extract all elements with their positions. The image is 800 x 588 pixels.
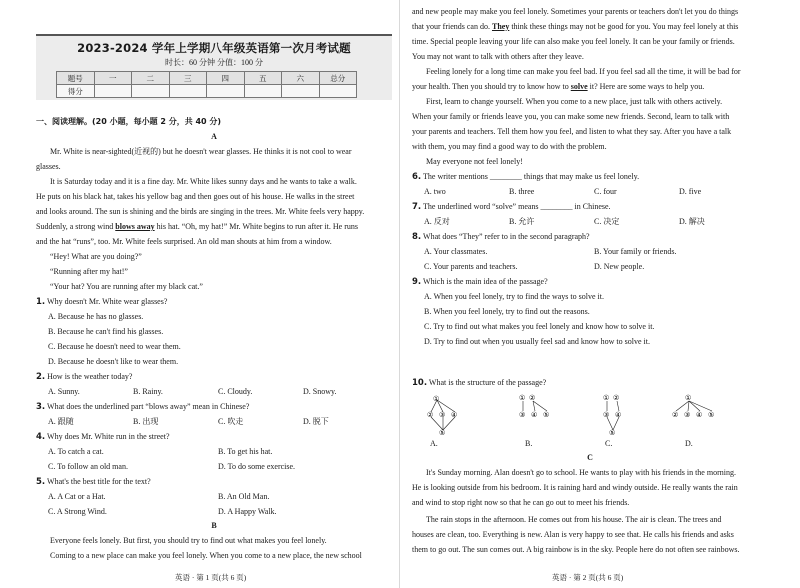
underlined-word: solve	[570, 82, 588, 91]
option: A. To catch a cat.	[48, 447, 104, 456]
passage-b-line	[412, 82, 704, 92]
score-header-cell: 二	[132, 72, 170, 85]
question-number: 6.	[412, 172, 422, 182]
question-number: 10.	[412, 378, 428, 388]
option: B. Because he can't find his glasses.	[48, 327, 164, 336]
underlined-word: They	[491, 22, 510, 31]
passage-a-line: and the hat “runs”, too. Mr. White feels surprised. An old man shouts at him from a window.	[36, 237, 332, 246]
question-number: 9.	[412, 277, 422, 287]
passage-c-line: houses are clean, too. Everything is new. Alan is very happy to see that. He calls his friends and asks	[412, 530, 734, 539]
question-number: 1.	[36, 297, 46, 307]
question-number: 4.	[36, 432, 46, 442]
structure-diagram-b	[508, 393, 578, 448]
question-number: 8.	[412, 232, 422, 242]
option: B. 允许	[509, 217, 535, 226]
option: C. A Strong Wind.	[48, 507, 107, 516]
structure-tree-c	[592, 393, 662, 448]
passage-a-line: glasses.	[36, 162, 61, 171]
option: C. Because he doesn't need to wear them.	[48, 342, 181, 351]
passage-a-line: It is Saturday today and it is a fine day. Mr. White likes sunny days and he wants to take a walk.	[50, 177, 357, 186]
option: D. five	[679, 187, 702, 196]
question-number: 7.	[412, 202, 422, 212]
option: D.	[685, 439, 693, 448]
text-run: his hat. “Oh, my hat!” Mr. White begins to run after it. He runs	[154, 222, 358, 231]
tree-node: ①	[519, 394, 526, 402]
question	[36, 432, 170, 442]
option: C. Try to find out what makes you feel lonely and know how to solve it.	[424, 322, 655, 331]
question-text: The writer mentions ________ things that may make us feel lonely.	[423, 172, 640, 181]
tree-node: ③	[439, 411, 446, 419]
option: A. 跟随	[48, 417, 74, 426]
score-cell	[207, 85, 245, 98]
passage-a-label: A	[211, 132, 217, 141]
tree-node: ④	[696, 411, 703, 419]
passage-c-line: them to go out. The sun comes out. A big rainbow is in the sky. People here do not often see rainbows.	[412, 545, 740, 554]
option: A.	[430, 439, 438, 448]
tree-node: ②	[529, 394, 536, 402]
option: A. When you feel lonely, try to find the ways to solve it.	[424, 292, 604, 301]
passage-b-line: and new people may make you feel lonely. Sometimes your parents or teachers don't let you do things	[412, 7, 739, 16]
tree-node: ④	[531, 411, 538, 419]
tree-edge	[676, 401, 689, 411]
underlined-phrase: blows away	[115, 222, 155, 231]
option: D. To do some exercise.	[218, 462, 296, 471]
question-text: Why doesn't Mr. White wear glasses?	[47, 297, 168, 306]
passage-a-line: He puts on his black hat, takes his yellow bag and then goes out of his house. He walks in the street	[36, 192, 355, 201]
tree-edge	[617, 401, 619, 411]
tree-node: ①	[603, 394, 610, 402]
question-text: How is the weather today?	[47, 372, 133, 381]
dialog-line: “Running after my hat!”	[50, 267, 128, 276]
question	[36, 477, 151, 487]
option: B.	[525, 439, 533, 448]
question	[412, 202, 611, 212]
score-cell	[244, 85, 282, 98]
score-header-cell: 五	[244, 72, 282, 85]
tree-node: ②	[672, 411, 679, 419]
tree-node: ④	[451, 411, 458, 419]
option: A. 反对	[424, 217, 450, 226]
tree-node: ⑤	[439, 429, 446, 437]
structure-tree-b	[508, 393, 578, 448]
passage-c-line: It's Sunday morning. Alan doesn't go to school. He wants to play with his friends in the morning.	[426, 468, 736, 477]
tree-node: ⑤	[609, 429, 616, 437]
question	[412, 378, 546, 388]
option: D. New people.	[594, 262, 645, 271]
option: C.	[605, 439, 613, 448]
score-row-label: 得分	[57, 85, 95, 98]
passage-a-line: Mr. White is near-sighted(近视的) but he doesn't wear glasses. He thinks it is not cool to wear	[50, 147, 352, 156]
question-text: What is the structure of the passage?	[428, 378, 547, 387]
passage-c-line: He is looking outside from his bedroom. It is raining hard and windy outside. He really wants the rain	[412, 483, 738, 492]
option: D. Snowy.	[303, 387, 337, 396]
question-text: The underlined word “solve” means ________ in Chinese.	[423, 202, 611, 211]
option: D. A Happy Walk.	[218, 507, 277, 516]
section-title: 一、阅读理解。(20 小题，每小题 2 分，共 40 分)	[36, 117, 222, 126]
question-text: What does the underlined part “blows away” mean in Chinese?	[47, 402, 250, 411]
question-number: 2.	[36, 372, 46, 382]
option: C. four	[594, 187, 617, 196]
tree-edge	[689, 401, 712, 411]
passage-b-line: your parents and teachers. Tell them how you feel, and listen to what they say. After you have a talk	[412, 127, 732, 136]
question	[412, 277, 548, 287]
tree-node: ③	[684, 411, 691, 419]
exam-header	[36, 34, 392, 100]
score-header-cell: 总分	[319, 72, 357, 85]
option: C. Cloudy.	[218, 387, 253, 396]
score-header-cell: 一	[94, 72, 132, 85]
question	[412, 232, 590, 242]
score-header-cell: 六	[282, 72, 320, 85]
question-text: What does “They” refer to in the second paragraph?	[423, 232, 590, 241]
tree-node: ①	[685, 394, 692, 402]
text-run: think these things may not be good for you. You may feel lonely at this	[509, 22, 739, 31]
score-header-cell: 四	[207, 72, 245, 85]
score-header-cell: 三	[169, 72, 207, 85]
tree-edge	[688, 401, 689, 411]
dialog-line: “Hey! What are you doing?”	[50, 252, 142, 261]
option: C. 吹走	[218, 417, 244, 426]
option: B. To get his hat.	[218, 447, 273, 456]
dialog-line: “Your hat? You are running after my black cat.”	[50, 282, 203, 291]
score-cell	[282, 85, 320, 98]
passage-c-line: The rain stops in the afternoon. He comes out from his house. The air is clean. The trees and	[426, 515, 722, 524]
score-cell	[169, 85, 207, 98]
option: D. 解决	[679, 217, 705, 226]
option: B. Your family or friends.	[594, 247, 677, 256]
right-page	[400, 0, 800, 588]
option: D. Try to find out when you usually feel sad and know how to solve it.	[424, 337, 650, 346]
question-number: 5.	[36, 477, 46, 487]
tree-node: ②	[427, 411, 434, 419]
tree-edge	[689, 401, 700, 411]
score-header-cell: 题号	[57, 72, 95, 85]
passage-b-line: Everyone feels lonely. But first, you should try to find out what makes you feel lonely.	[50, 536, 327, 545]
score-cell	[132, 85, 170, 98]
structure-tree-d	[665, 393, 735, 448]
tree-node: ③	[603, 411, 610, 419]
tree-node: ④	[615, 411, 622, 419]
structure-diagram-d	[665, 393, 735, 448]
passage-b-line: First, learn to change yourself. When you come to a new place, just talk with others actively.	[426, 97, 723, 106]
score-table	[56, 71, 357, 98]
structure-diagram-c	[592, 393, 662, 448]
question-number: 3.	[36, 402, 46, 412]
exam-title: 2023-2024 学年上学期八年级英语第一次月考试题	[77, 41, 351, 55]
tree-node: ③	[519, 411, 526, 419]
option: A. Sunny.	[48, 387, 80, 396]
option: B. When you feel lonely, try to find out the reasons.	[424, 307, 590, 316]
option: B. three	[509, 187, 535, 196]
text-run: your health. Then you should try to know how to	[412, 82, 571, 91]
question	[36, 297, 167, 307]
option: D. 脱下	[303, 417, 329, 426]
question-text: Which is the main idea of the passage?	[423, 277, 548, 286]
option: C. Your parents and teachers.	[424, 262, 518, 271]
question	[412, 172, 639, 182]
passage-c-line: and wind to stop right now so that he can go out to meet his friends.	[412, 498, 630, 507]
score-cell	[319, 85, 357, 98]
tree-node: ⑤	[543, 411, 550, 419]
passage-c-label: C	[587, 453, 593, 462]
exam-subtitle: 时长：60 分钟 分值：100 分	[165, 58, 263, 67]
passage-b-line: Coming to a new place can make you feel lonely. When you come to a new place, the new school	[50, 551, 362, 560]
tree-edge	[533, 401, 547, 411]
passage-a-line	[36, 222, 358, 232]
option: B. An Old Man.	[218, 492, 270, 501]
option: A. A Cat or a Hat.	[48, 492, 106, 501]
passage-b-label: B	[211, 521, 217, 530]
passage-b-line	[412, 22, 738, 32]
passage-b-line: You may not want to talk with others after they leave.	[412, 52, 584, 61]
question-text: What's the best title for the text?	[47, 477, 151, 486]
text-run: it? Here are some ways to help you.	[587, 82, 705, 91]
text-run: that your friends can do.	[412, 22, 492, 31]
tree-node: ⑤	[708, 411, 715, 419]
passage-b-line: time. Special people leaving your life can also make you feel lonely. It can be your family or friends.	[412, 37, 735, 46]
passage-b-line: May everyone not feel lonely!	[426, 157, 523, 166]
option: A. Your classmates.	[424, 247, 488, 256]
option: A. two	[424, 187, 446, 196]
page-footer: 英语 · 第 2 页(共 6 页)	[552, 573, 624, 582]
option: C. To follow an old man.	[48, 462, 128, 471]
question	[36, 372, 132, 382]
tree-node: ①	[433, 395, 440, 403]
option: C. 决定	[594, 217, 620, 226]
passage-b-line: with them, you may find a good way to do with the problem.	[412, 142, 607, 151]
text-run: Suddenly, a strong wind	[36, 222, 116, 231]
option: D. Because he doesn't like to wear them.	[48, 357, 179, 366]
question-text: Why does Mr. White run in the street?	[47, 432, 170, 441]
question	[36, 402, 249, 412]
page-footer: 英语 · 第 1 页(共 6 页)	[175, 573, 247, 582]
passage-a-line: and looks around. The sun is shining and the birds are singing in the trees. Mr. White feels very happy.	[36, 207, 365, 216]
passage-b-line: Feeling lonely for a long time can make you feel bad. If you feel sad all the time, it will be bad for	[426, 67, 741, 76]
option: B. 出现	[133, 417, 159, 426]
score-cell	[94, 85, 132, 98]
option: B. Rainy.	[133, 387, 163, 396]
passage-b-line: When your family or friends leave you, you can make some new friends. Second, learn to talk with	[412, 112, 730, 121]
tree-node: ②	[613, 394, 620, 402]
option: A. Because he has no glasses.	[48, 312, 144, 321]
